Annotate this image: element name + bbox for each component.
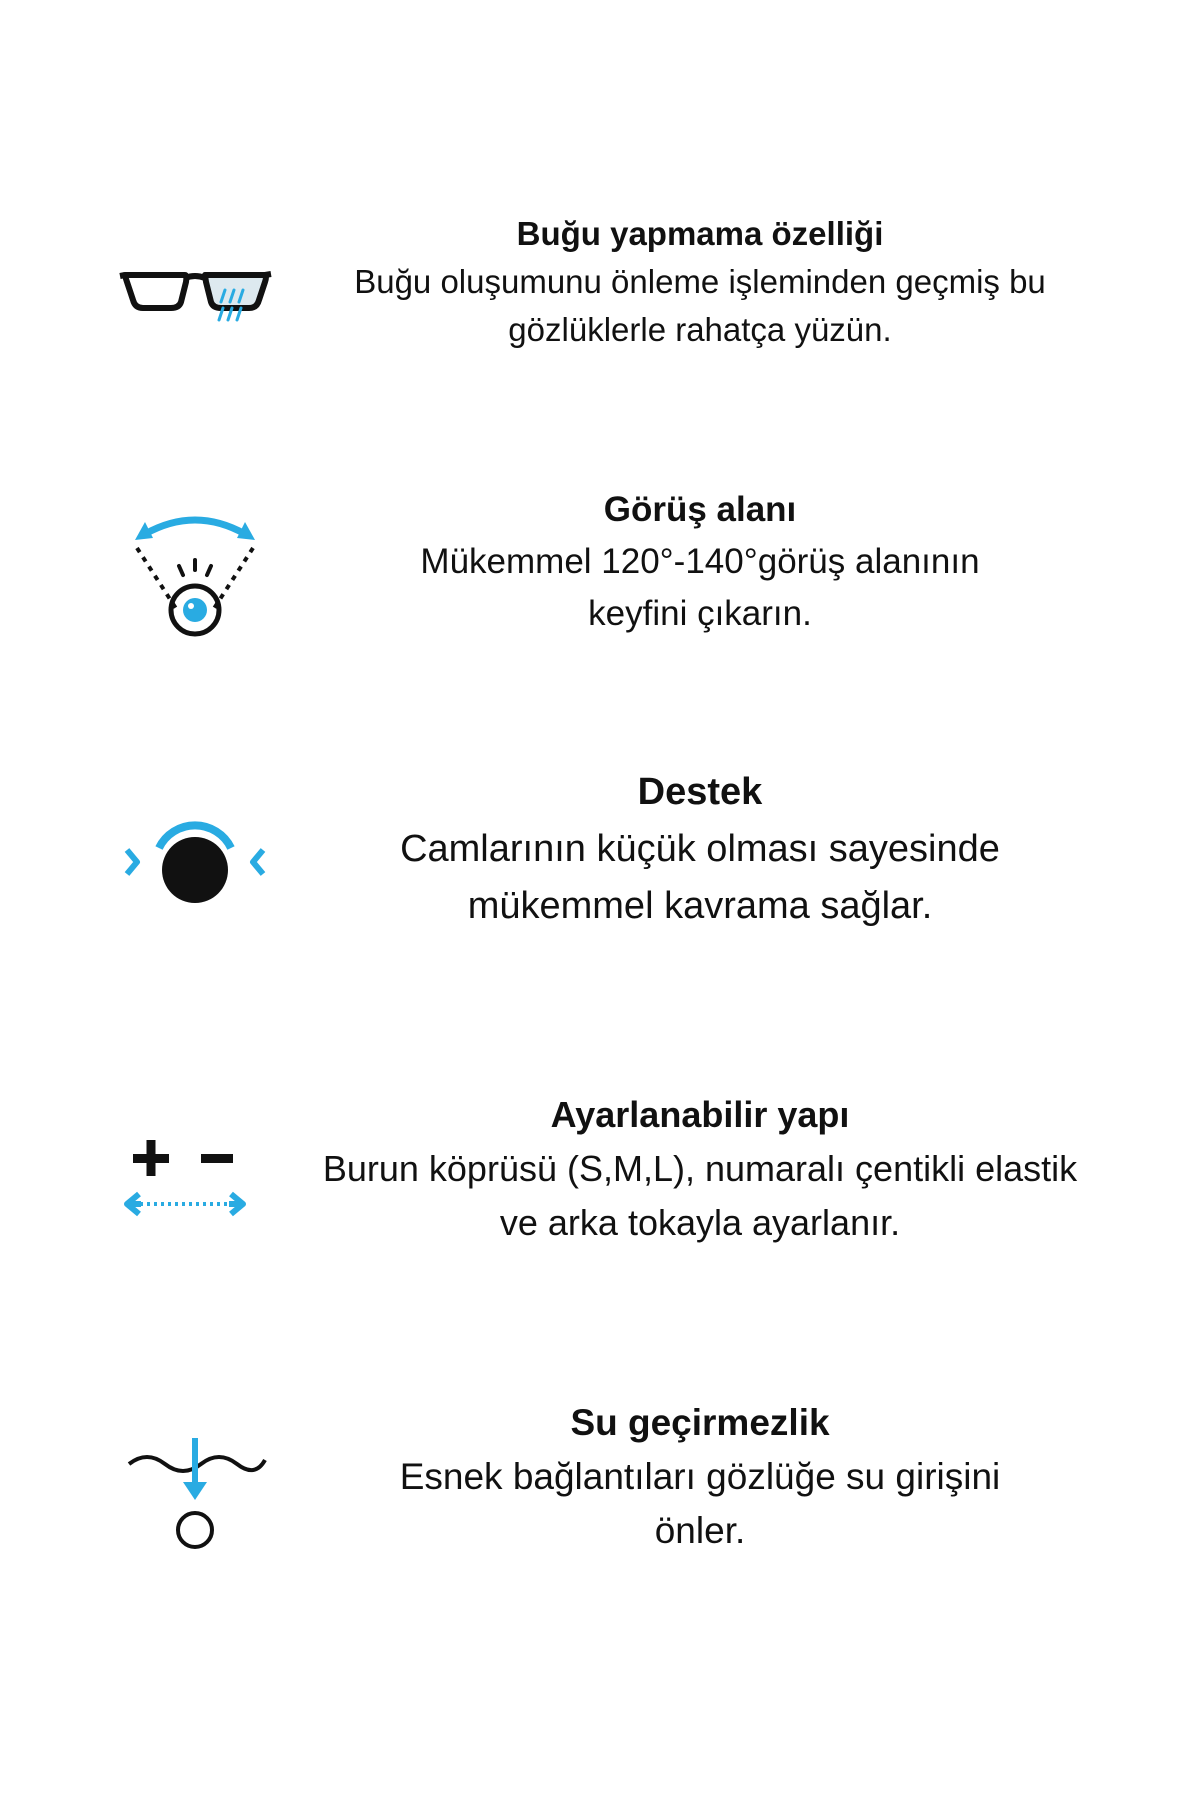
feature-title: Ayarlanabilir yapı [550, 1094, 850, 1135]
feature-text [280, 1396, 1120, 1558]
adjustable-plus-minus-icon [115, 1122, 275, 1272]
feature-description-line: Esnek bağlantıları gözlüğe su girişini [399, 1456, 1001, 1497]
feature-description-line: Camlarının küçük olması sayesinde [400, 828, 1000, 870]
glasses-fog-icon [115, 240, 275, 390]
feature-text [280, 210, 1120, 354]
feature-description-line: Buğu oluşumunu önleme işleminden geçmiş bu [354, 263, 1046, 300]
feature-title: Destek [637, 771, 763, 813]
feature-text [280, 1088, 1120, 1250]
feature-description-line: önler. [654, 1510, 746, 1551]
feature-description-line: Mükemmel 120°-140°görüş alanının [420, 542, 980, 581]
waterproof-icon [115, 1420, 275, 1570]
feature-description-line: mükemmel kavrama sağlar. [467, 885, 933, 927]
eye-field-of-view-icon [115, 498, 275, 648]
grip-support-icon [115, 784, 275, 934]
feature-title: Su geçirmezlik [570, 1402, 830, 1443]
feature-description-line: keyfini çıkarın. [588, 594, 812, 633]
feature-text [280, 764, 1120, 935]
feature-title: Buğu yapmama özelliği [516, 215, 884, 252]
feature-description-line: ve arka tokayla ayarlanır. [499, 1202, 901, 1243]
feature-description-line: Burun köprüsü (S,M,L), numaralı çentikli elastik [322, 1148, 1078, 1189]
feature-text [280, 484, 1120, 640]
feature-description-line: gözlüklerle rahatça yüzün. [508, 311, 892, 348]
feature-title: Görüş alanı [603, 490, 797, 529]
